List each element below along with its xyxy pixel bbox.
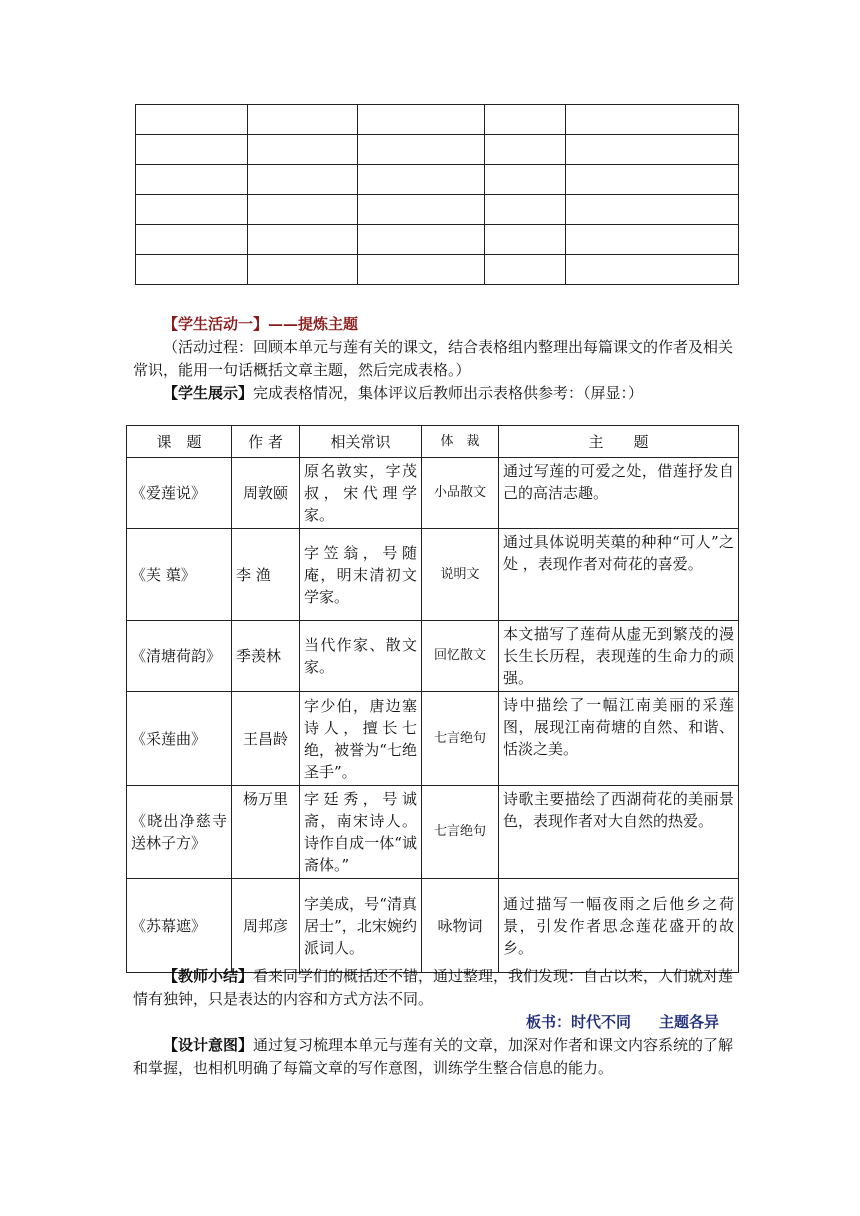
cell-theme: 诗歌主要描绘了西湖荷花的美丽景色，表现作者对大自然的热爱。 [499,786,739,879]
header-author: 作 者 [232,426,300,458]
cell-title: 《芙 蕖》 [127,529,232,621]
design-label: 【设计意图】 [163,1036,254,1054]
board-text-2: 主题各异 [658,1013,719,1031]
teacher-summary [133,965,738,1011]
design-text: 通过复习梳理本单元与莲有关的文章，加深对作者和课文内容系统的了解和掌握，也相机明确了每篇文章的写作意图，训练学生整合信息的能力。 [133,1036,734,1077]
table-row [127,529,739,621]
cell-title: 《爱莲说》 [127,458,232,529]
activity-heading: 【学生活动一】——提炼主题 [163,315,359,333]
cell-notes: 原名敦实，字茂叔，宋代理学家。 [300,458,422,529]
cell-author: 李 渔 [232,529,300,621]
cell-title: 《苏幕遮》 [127,879,232,973]
board-writing [526,1011,719,1034]
board-text-1: 板书：时代不同 [525,1013,631,1031]
cell-theme: 通过描写一幅夜雨之后他乡之荷景，引发作者思念莲花盛开的故乡。 [499,879,739,973]
cell-genre: 说明文 [422,529,499,621]
cell-notes: 字少伯，唐边塞诗人，擅长七绝，被誉为“七绝圣手”。 [300,692,422,786]
summary-label: 【教师小结】 [163,967,254,985]
cell-genre: 咏物词 [422,879,499,973]
cell-notes: 当代作家、散文家。 [300,621,422,692]
table-header-row [127,426,739,458]
cell-notes: 字廷秀，号诚斋，南宋诗人。诗作自成一体“诚斋体。” [300,786,422,879]
header-title: 课 题 [127,426,232,458]
cell-genre: 回忆散文 [422,621,499,692]
cell-author: 王昌龄 [232,692,300,786]
show-text: 完成表格情况，集体评议后教师出示表格供参考：（屏显：） [253,384,644,402]
cell-notes: 字美成，号“清真居士”，北宋婉约派词人。 [300,879,422,973]
header-theme: 主 题 [499,426,739,458]
cell-theme: 通过写莲的可爱之处，借莲抒发自己的高洁志趣。 [499,458,739,529]
cell-title: 《采莲曲》 [127,692,232,786]
cell-genre: 七言绝句 [422,786,499,879]
cell-title: 《清塘荷韵》 [127,621,232,692]
cell-title: 《晓出净慈寺送林子方》 [127,786,232,879]
cell-genre: 小品散文 [422,458,499,529]
table-row [136,225,739,255]
design-intent [133,1034,738,1080]
cell-author: 周敦颐 [232,458,300,529]
table-row [127,786,739,879]
cell-author: 杨万里 [232,786,300,879]
header-notes: 相关常识 [300,426,422,458]
table-row [136,195,739,225]
table-row [136,105,739,135]
cell-theme: 诗中描绘了一幅江南美丽的采莲图，展现江南荷塘的自然、和谐、恬淡之美。 [499,692,739,786]
blank-table [135,104,739,285]
table-row [127,692,739,786]
table-row [136,165,739,195]
activity-process: （活动过程：回顾本单元与莲有关的课文，结合表格组内整理出每篇课文的作者及相关常识，能用一句话概括文章主题，然后完成表格。） [133,338,734,379]
cell-theme: 本文描写了莲荷从虚无到繁茂的漫长生长历程，表现莲的生命力的顽强。 [499,621,739,692]
cell-author: 季羡林 [232,621,300,692]
cell-notes: 字笠翁，号随庵，明末清初文学家。 [300,529,422,621]
table-row [127,621,739,692]
table-row [136,255,739,285]
lotus-texts-table [126,425,739,973]
cell-genre: 七言绝句 [422,692,499,786]
table-row [136,135,739,165]
table-row [127,879,739,973]
summary-text: 看来同学们的概括还不错，通过整理，我们发现：自古以来，人们就对莲情有独钟，只是表达的内容和方式方法不同。 [133,967,734,1008]
header-genre: 体 裁 [422,426,499,458]
table-row [127,458,739,529]
cell-author: 周邦彦 [232,879,300,973]
cell-theme: 通过具体说明芙蕖的种种“可人”之处 ，表现作者对荷花的喜爱。 [499,529,739,621]
show-label: 【学生展示】 [163,384,254,402]
activity-show [133,382,738,405]
